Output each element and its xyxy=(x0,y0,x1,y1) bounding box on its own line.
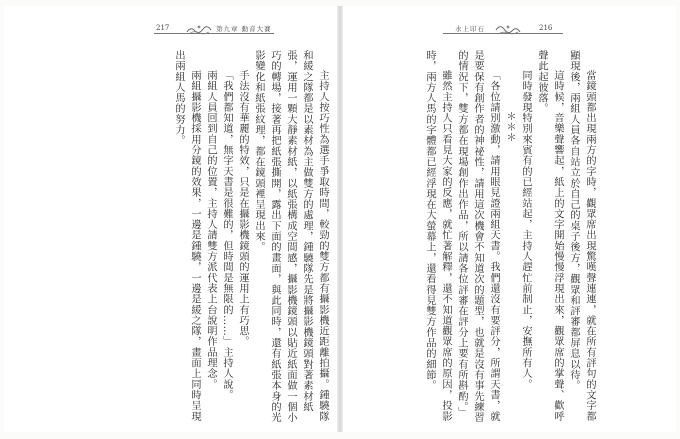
left-page-body xyxy=(92,50,330,424)
right-page-body xyxy=(351,50,597,424)
left-page xyxy=(4,6,337,432)
right-paragraph: 當鏡頭都出現兩方的字時，觀眾席出現驚嘆聲連連，就在所有評句的文字都顯現後，兩組人員各自站立於自己的桌子後方，觀眾和評審都屏息以待。 xyxy=(568,50,595,422)
left-paragraph: 兩組人員回到自己的位置，主持人請雙方派代表上台說明作品理念。 xyxy=(205,70,216,390)
right-running-title: 水上印石 xyxy=(455,25,485,33)
left-page-number: 217 xyxy=(156,24,170,32)
left-paragraph: 手法沒有華麗的特效，只是在攝影機鏡頭的運用上有巧思。 xyxy=(237,70,248,348)
right-page-number: 216 xyxy=(539,24,553,32)
left-paragraph: 兩組攝影機採用分鏡的效果，一邊是鍾驍，一邊是緩之隊，畫面上同時呈現出兩組人馬的努力。 xyxy=(173,50,200,422)
right-paragraph: 「各位請別激動，請用眼見證兩組天書。我們還沒有要評分，所謂天書，就是要保有創作者的神祕性，請用這次機會不知道次的題型，也就是沒有事先練習的情況下，雙方都在現場創作出作品，所以請各位評審在評分上要有所斟酌。」 xyxy=(456,50,499,423)
left-paragraph: 主持人按巧性為選手爭取時間，較勁的雙方都有攝影機近距離拍攝。鍾驍隊和緩之隊都是以素材為主做雙方的處理，鍾驍隊先是將攝影機鏡頭對著素材紙張，運用一顆大靜素材紙，以紙張構成空間感，攝影機鏡頭以貼近紙面做一個小巧的轉場，接著再把紙張撕開，露出下面的畫面，與此同時，還有紙張本身的光影變化和紙張紋理，都在鏡頭裡呈現出來。 xyxy=(253,50,328,423)
right-paragraph: 雖然主持人只看見大家的反應，就忙著解釋，還不知道觀眾席的原因，投影時，兩方人馬的字體都已經浮現在大螢幕上，還看得見雙方作品的細節。 xyxy=(424,50,451,422)
left-page-header xyxy=(4,22,337,36)
right-paragraph: 同時發現特別來賓有的已經站起，主持人趕忙前制止，安撫所有人。 xyxy=(520,70,531,390)
section-break: ＊＊＊ xyxy=(504,111,515,144)
right-page-header xyxy=(343,22,676,36)
left-running-title: 第九章 動音大賽 xyxy=(216,25,272,33)
left-header-rule xyxy=(154,33,274,34)
right-header-rule xyxy=(443,33,563,34)
right-page xyxy=(343,6,676,432)
right-paragraph: 這時候，音樂聲響起，紙上的文字開始慢慢浮現出來，觀眾席的掌聲、歡呼聲此起彼落。 xyxy=(536,50,563,422)
left-paragraph: 「我們都知道，無字天書是很難的，但時間是無限的……」主持人說。 xyxy=(221,70,232,401)
